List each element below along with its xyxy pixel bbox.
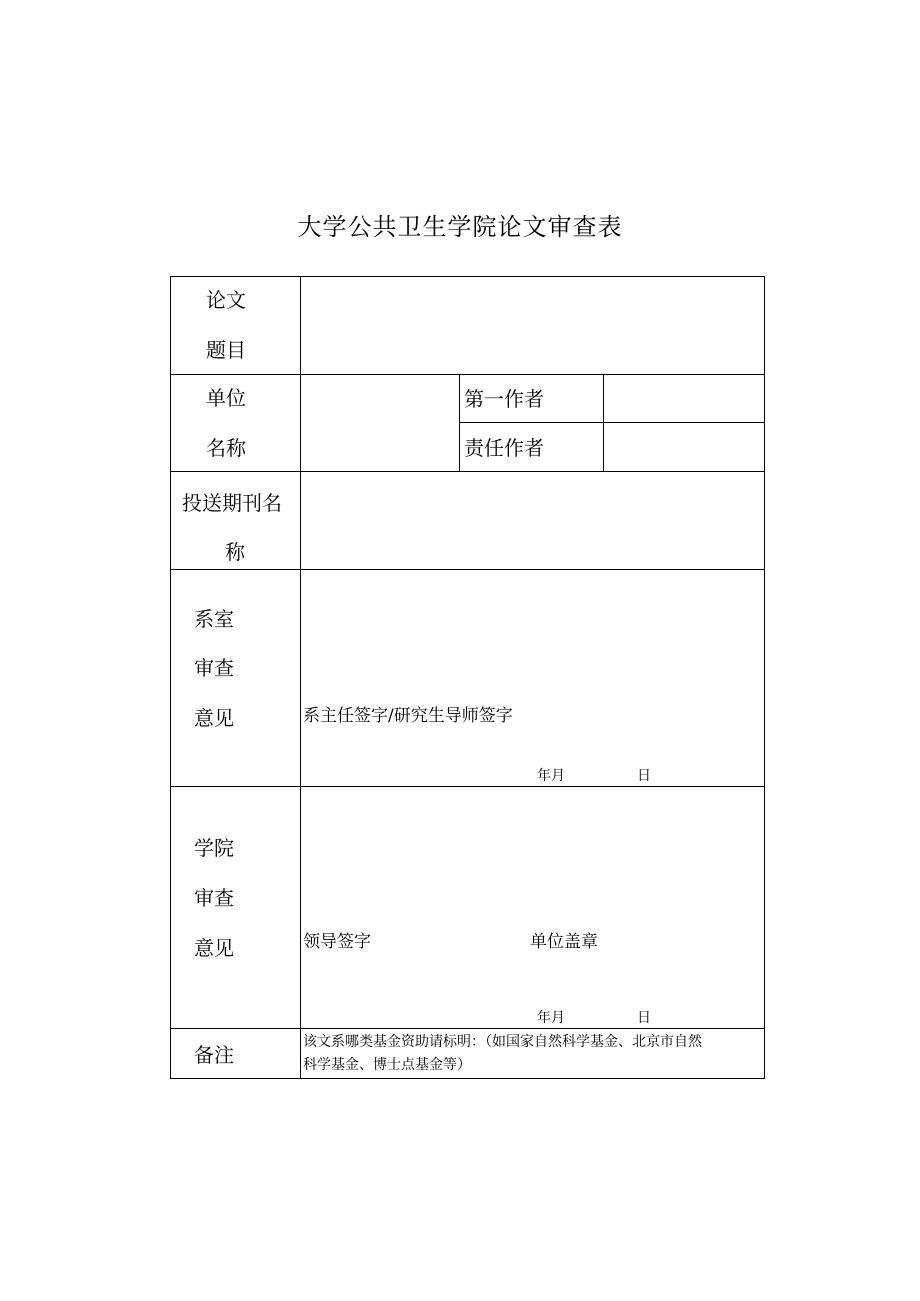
college-review-field[interactable] [301,787,764,1028]
journal-label-line1: 投送期刊名 [182,491,282,515]
dept-review-label-line1: 系室 [194,607,234,631]
dept-review-field[interactable] [301,570,764,786]
dept-date-day: 日 [637,768,651,784]
dept-date-year-month: 年月 [537,768,565,784]
college-review-label-line1: 学院 [194,836,234,860]
corresponding-author-field[interactable] [604,423,764,471]
college-review-label-line2: 审查 [194,886,234,910]
first-author-field[interactable] [604,375,764,422]
unit-name-label-line2: 名称 [206,436,246,460]
column-divider [459,374,460,471]
remarks-note-line1: 该文系哪类基金资助请标明：（如国家自然科学基金、北京市自然 [303,1034,702,1050]
remarks-label: 备注 [194,1043,234,1067]
unit-seal-label: 单位盖章 [530,932,598,952]
journal-label-line2: 称 [225,540,245,564]
college-date-day: 日 [637,1010,651,1026]
unit-name-field[interactable] [301,375,459,471]
remarks-note-line2: 科学基金、博士点基金等） [303,1057,471,1073]
dept-review-label-line3: 意见 [194,706,234,730]
college-review-label-line3: 意见 [194,936,234,960]
table-border-bottom [170,1078,765,1079]
page-title: 大学公共卫生学院论文审查表 [297,213,623,241]
paper-title-label-line1: 论文 [206,288,246,312]
row-divider [170,1028,765,1029]
corresponding-author-label: 责任作者 [464,436,544,460]
dept-review-label-line2: 审查 [194,656,234,680]
paper-title-field[interactable] [301,277,764,374]
journal-name-field[interactable] [301,472,764,569]
table-border-left [170,276,171,1079]
paper-title-label-line2: 题目 [206,338,246,362]
first-author-label: 第一作者 [464,387,544,411]
college-date-year-month: 年月 [537,1010,565,1026]
table-border-right [764,276,765,1079]
dept-signature-label: 系主任签字/研究生导师签字 [303,706,513,726]
leader-signature-label: 领导签字 [303,932,371,952]
unit-name-label-line1: 单位 [206,386,246,410]
